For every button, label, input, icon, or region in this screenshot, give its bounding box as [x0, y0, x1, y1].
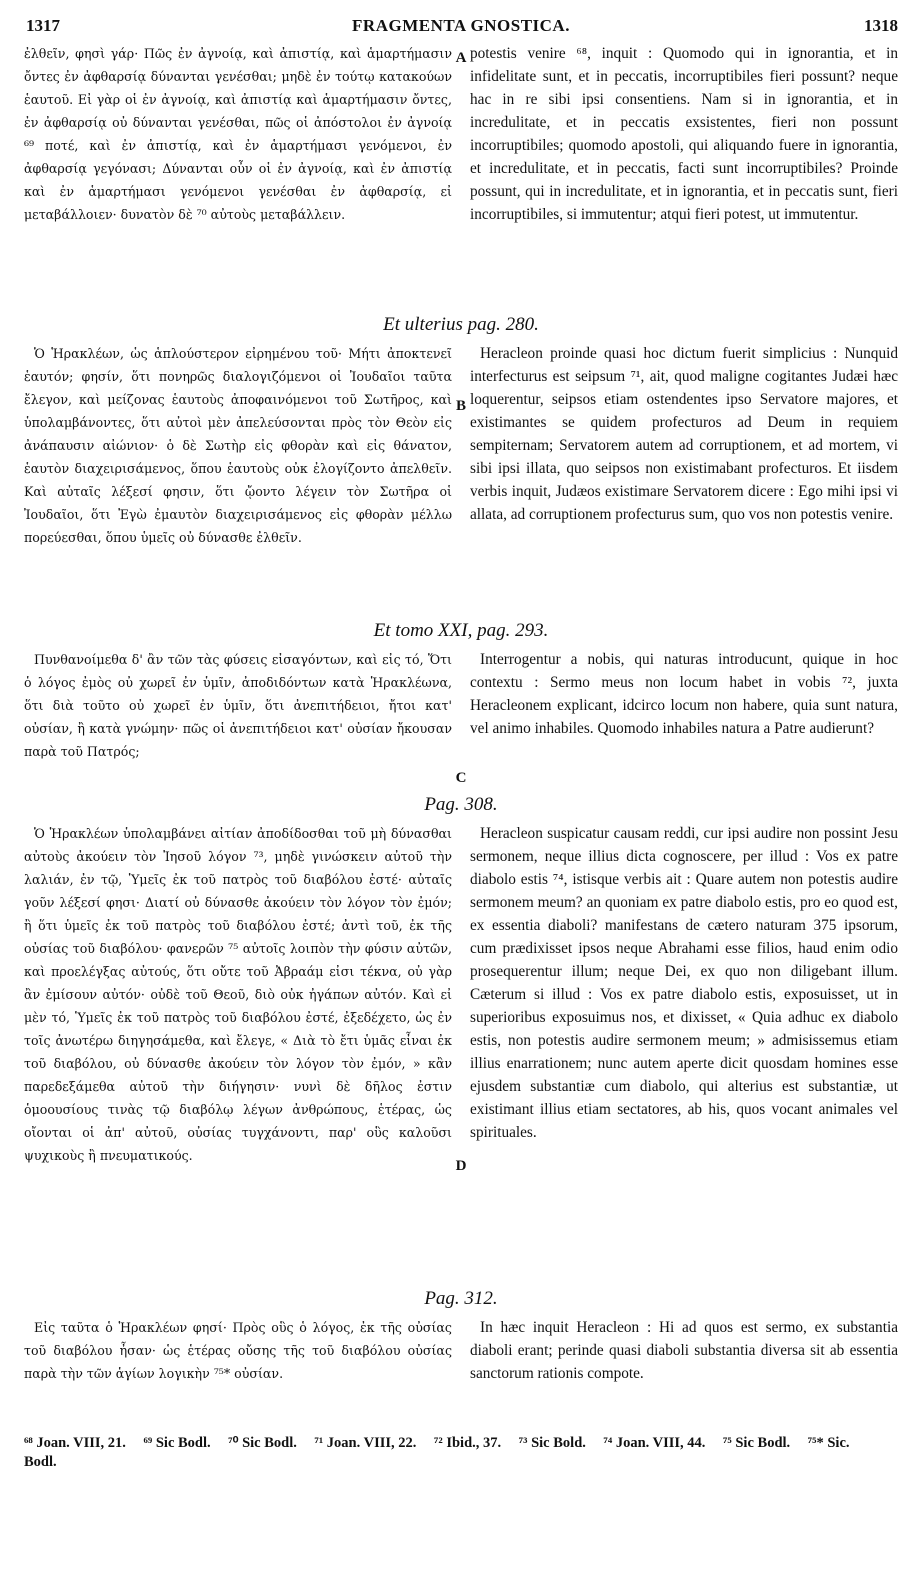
latin-column — [470, 822, 898, 1144]
footnote: ⁶⁹ Sic Bodl. — [143, 1435, 211, 1451]
latin-paragraph: In hæc inquit Heracleon : Hi ad quos est sermo, ex substantia diaboli erant; perinde quasi diaboli substantia diversa sit ab essentia sanctorum rationis compote. — [470, 1319, 898, 1382]
text-block-1 — [24, 42, 898, 310]
section-heading: Et tomo XXI, pag. 293. — [373, 620, 549, 641]
greek-paragraph: Πυνθανοίμεθα δ' ἂν τῶν τὰς φύσεις εἰσαγόντων, καὶ εἰς τό, Ὅτι ὁ λόγος ἐμὸς οὐ χωρεῖ ἐν ὑμῖν, ἀποδιδόντων κατὰ Ἡρακλέωνα, ὅτι διὰ τοῦτο οὐ χωρεῖ ἐν ὑμῖν, ὅτι ἀνεπιτήδειοι, ἤτοι κατ' οὐσίαν, ἢ κατὰ γνώμην· πῶς οἱ ἀνεπιτήδειοι κατ' οὐσίαν ἤκουσαν παρὰ τοῦ Πατρός; — [24, 652, 452, 759]
footnote: ⁷⁴ Joan. VIII, 44. — [603, 1435, 706, 1451]
footnote: ⁷⁵ Sic Bodl. — [723, 1435, 791, 1451]
running-title: FRAGMENTA GNOSTICA. — [352, 16, 570, 35]
latin-column — [470, 42, 898, 226]
latin-column — [470, 1316, 898, 1385]
page-number-left: 1317 — [26, 16, 60, 35]
footnotes — [24, 1434, 898, 1472]
section-heading: Et ulterius pag. 280. — [383, 314, 539, 335]
latin-column — [470, 342, 898, 526]
page-number-right: 1318 — [864, 16, 898, 35]
greek-paragraph: Εἰς ταῦτα ὁ Ἡρακλέων φησί· Πρὸς οὓς ὁ λόγος, ἐκ τῆς οὐσίας τοῦ διαβόλου ἦσαν· ὡς ἑτέρας οὔσης τῆς τοῦ διαβόλου οὐσίας παρὰ τὴν τῶν ἁγίων λογικὴν ⁷⁵* οὐσίαν. — [24, 1320, 452, 1381]
greek-paragraph: ἐλθεῖν, φησὶ γάρ· Πῶς ἐν ἀγνοίᾳ, καὶ ἀπιστίᾳ, καὶ ἁμαρτήμασιν ὄντες ἐν ἀφθαρσίᾳ δύνανται γενέσθαι; μηδὲ ἐν τούτῳ κατακούων ἑαυτοῦ. Εἰ γὰρ οἱ ἐν ἀγνοίᾳ, καὶ ἀπιστίᾳ καὶ ἁμαρτήμασιν ὄντες, ἐν ἀφθαρσίᾳ οὐ δύνανται γενέσθαι, πῶς οἱ ἀπόστολοι ἐν ἀγνοίᾳ ⁶⁹ ποτέ, καὶ ἐν ἀπιστίᾳ, καὶ ἐν ἁμαρτήμασι γενόμενοι, ἐν ἀφθαρσίᾳ γεγόνασι; Δύνανται οὖν οἱ ἐν ἀγνοίᾳ, καὶ ἐν ἀπιστίᾳ καὶ ἐν ἁμαρτήμασι γενόμενοι γενέσθαι ἐν ἀφθαρσίᾳ, εἰ μεταβάλλοιεν· δυνατὸν δὲ ⁷⁰ αὐτοὺς μεταβάλλειν. — [24, 46, 452, 222]
greek-column — [24, 1316, 452, 1385]
text-block-4 — [24, 822, 898, 1292]
greek-column — [24, 342, 452, 549]
latin-paragraph: Heracleon suspicatur causam reddi, cur ipsi audire non possint Jesu sermonem, neque illius dicta cognoscere, per illud : Vos ex patre diabolo estis ⁷⁴, istisque verbis ait : Quare autem non potestis audire sermonem meum? an quoniam ex patre diabolo estis, pro eo quod est, ex essentia diaboli? manifestans de cætero naturam 375 ipsorum, cum prædixisset ipsos neque Abrahami esse filios, haud enim odio prosequerentur illum; neque Dei, ex quo non diligebant illum. Cæterum si illud : Vos ex patre diabolo estis, exposuisset, ut in superioribus exposuimus nos, et dixisset, « Quia adhuc ex diabolo estis, non potestis audire sermonem meum; » admisissemus etiam illius enarrationem; nunc autem aperte dicit quosdam homines esse ejusdem substantiæ cum diabolo, qui alterius est substantiæ, ut existimant illius etiam sectatores, ab his, quos vocant animales vel spirituales. — [470, 825, 898, 1141]
greek-column — [24, 648, 452, 763]
footnote: ⁶⁸ Joan. VIII, 21. — [24, 1435, 126, 1451]
page-header — [24, 10, 898, 38]
text-block-2 — [24, 342, 898, 612]
greek-column — [24, 42, 452, 226]
margin-marker: B — [455, 398, 466, 414]
margin-marker: D — [455, 1158, 467, 1174]
footnote: ⁷¹ Joan. VIII, 22. — [314, 1435, 417, 1451]
text-block-5 — [24, 1316, 898, 1416]
greek-column — [24, 822, 452, 1167]
greek-paragraph: Ὁ Ἡρακλέων, ὡς ἁπλούστερον εἰρημένου τοῦ· Μήτι ἀποκτενεῖ ἑαυτόν; φησίν, ὅτι πονηρῶς διαλογιζόμενοι οἱ Ἰουδαῖοι ταῦτα ἔλεγον, καὶ μείζονας ἑαυτοὺς ἀποφαινόμενοι τοῦ Σωτῆρος, καὶ ὑπολαμβάνοντες, ὅτι αὐτοὶ μὲν ἀπελεύσονται πρὸς τὸν Θεὸν εἰς ἀνάπαυσιν αἰώνιον· ὁ δὲ Σωτὴρ εἰς φθορὰν καὶ εἰς θάνατον, ἑαυτὸν διαχειρισάμενος, ὅπου ἑαυτοὺς οὐκ ἐλογίζοντο ἀπελθεῖν. Καὶ αὐταῖς λέξεσί φησιν, ὅτι ᾤοντο λέγειν τὸν Σωτῆρα οἱ Ἰουδαῖοι, ὅτι Ἐγὼ ἐμαυτὸν διαχειρισάμενος εἰς φθορὰν μέλλω πορεύεσθαι, ὅπου ὑμεῖς οὐ δύνασθε ἐλθεῖν. — [24, 346, 452, 545]
section-heading: Pag. 312. — [424, 1288, 498, 1309]
footnote: ⁷⁰ Sic Bodl. — [228, 1435, 297, 1451]
latin-paragraph: Heracleon proinde quasi hoc dictum fuerit simplicius : Nunquid interfecturus est seipsum ⁷¹, ait, quod maligne cogitantes Judæi hæc loquerentur, seipsos etiam ostendentes ipso Servatore majores, et existimantes se quidem profecturos ad Deum in requiem sempiternam; Servatorem autem ad corruptionem, et ad mortem, vi sibi ipsi illata, quo seipsos non existimabant profecturos. Et iisdem verbis inquit, Judæos existimare Servatorem dicere : Ego mihi ipsi vi allata, ad corruptionem profecturus sum, quo vos non potestis venire. — [470, 345, 898, 523]
latin-paragraph: Interrogentur a nobis, qui naturas introducunt, quique in hoc contextu : Sermo meus non locum habet in vobis ⁷², juxta Heracleonem explicant, idcirco locum non habere, quia sunt natura, vel animo inhabiles. Quomodo inhabiles natura a Patre audierunt? — [470, 651, 898, 737]
margin-marker: A — [455, 50, 467, 66]
text-block-3 — [24, 648, 898, 788]
greek-paragraph: Ὁ Ἡρακλέων ὑπολαμβάνει αἰτίαν ἀποδίδοσθαι τοῦ μὴ δύνασθαι αὐτοὺς ἀκούειν τὸν Ἰησοῦ λόγον ⁷³, μηδὲ γινώσκειν αὐτοῦ τὴν λαλιάν, ἐν τῷ, Ὑμεῖς ἐκ τοῦ πατρὸς τοῦ διαβόλου ἐστέ· αὐταῖς γοῦν λέξεσί φησι· Διατί οὐ δύνασθε ἀκούειν τὸν λόγον τὸν ἐμόν; ἢ ὅτι ὑμεῖς ἐκ τοῦ πατρὸς τοῦ διαβόλου ἐστέ; ἀντὶ τοῦ, ἐκ τῆς οὐσίας τοῦ διαβόλου· φανερῶν ⁷⁵ αὐτοῖς λοιπὸν τὴν φύσιν αὐτῶν, καὶ προελέγξας αὐτούς, ὅτι οὔτε τοῦ Ἀβραάμ εἰσι τέκνα, οὐ γὰρ ἂν ἐμίσουν αὐτόν· οὐδὲ τοῦ Θεοῦ, διὸ οὐκ ἠγάπων αὐτόν. Καὶ εἰ μὲν τό, Ὑμεῖς ἐκ τοῦ πατρὸς τοῦ διαβόλου ἐστέ, ἐξεδέχετο, ὡς ἐν τοῖς ἀνωτέρω διηγησάμεθα, καὶ ἔλεγε, « Διὰ τὸ ἔτι ὑμᾶς εἶναι ἐκ τοῦ διαβόλου, οὐ δύνασθε ἀκούειν τὸν λόγον τὸν ἐμόν, » κἂν παρεδεξάμεθα αὐτοῦ τὴν διήγησιν· νυνὶ δὲ δῆλος ἐστιν ὁμοουσίους τινὰς τῷ διαβόλῳ λέγων ἀνθρώπους, ἑτέρας, ὡς οἴονται οἱ ἀπ' αὐτοῦ, οὐσίας τυγχάνοντι, παρ' οὓς καλοῦσι ψυχικοὺς ἢ πνευματικούς. — [24, 826, 452, 1163]
footnote: ⁷² Ibid., 37. — [434, 1435, 502, 1451]
latin-paragraph: potestis venire ⁶⁸, inquit : Quomodo qui in ignorantia, et in infidelitate sunt, et in peccatis, incorruptibiles fieri possunt? neque hac in re sibi ipsi consentiens. Nam si in ignorantia, et in incredulitate, et in peccatis exsistentes, fieri non possunt incorruptibiles; quomodo apostoli, qui aliquando fuere in ignorantia, et incredulitate, et in peccatis, facti sunt incorruptibiles? Proinde possunt, qui in incredulitate, et in ignorantia, et in peccatis sunt, fieri incorruptibiles, si immutentur; atqui fieri potest, ut immutentur. — [470, 45, 898, 223]
footnote: ⁷⁵* Sic. Bodl. — [24, 1435, 850, 1470]
margin-marker: C — [455, 770, 467, 786]
latin-column — [470, 648, 898, 740]
section-heading: Pag. 308. — [424, 794, 498, 815]
footnote: ⁷³ Sic Bold. — [518, 1435, 586, 1451]
